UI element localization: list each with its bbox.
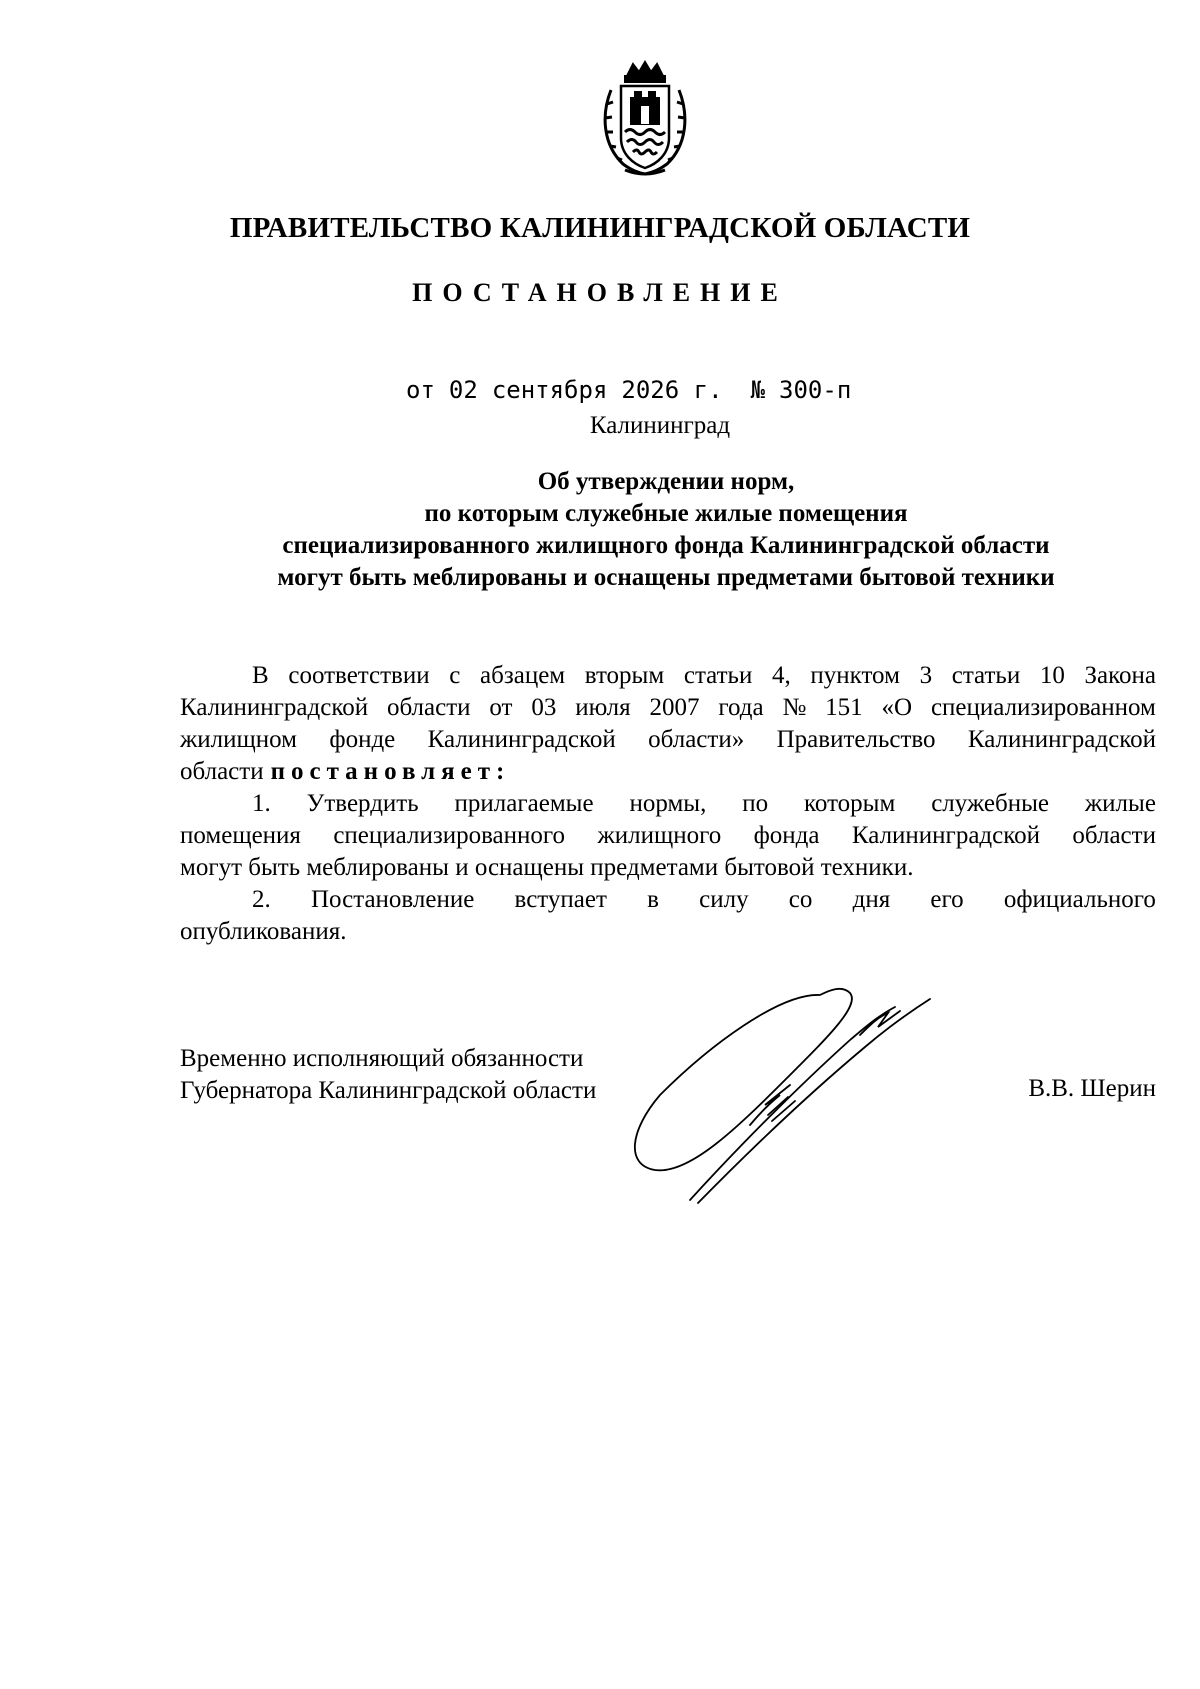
word: специализированном	[930, 694, 1156, 721]
title-line: могут быть меблированы и оснащены предметами бытовой техники	[277, 564, 1055, 591]
word: дня	[852, 886, 891, 913]
word: нормы,	[629, 790, 707, 817]
word: статьи	[683, 662, 753, 689]
word: июля	[575, 694, 631, 721]
word: служебные	[931, 790, 1049, 817]
city: Калининград	[589, 412, 731, 439]
preamble-line	[180, 692, 1156, 724]
preamble-prefix: области	[180, 758, 264, 785]
word: года	[718, 694, 764, 721]
word: Калининградской	[180, 694, 369, 721]
document-body	[180, 660, 1156, 948]
word: официального	[1003, 886, 1156, 913]
title-line: специализированного жилищного фонда Калининградской области	[282, 532, 1050, 559]
signer-position-line: Временно исполняющий обязанности	[180, 1045, 584, 1072]
word: 151	[825, 694, 863, 721]
word: 2.	[252, 886, 271, 913]
word: соответствии	[288, 662, 430, 689]
word: №	[782, 694, 807, 721]
word: по	[742, 790, 769, 817]
document-title	[210, 466, 1122, 594]
item-1-line	[180, 820, 1156, 852]
word: Закона	[1084, 662, 1156, 689]
word: помещения	[180, 822, 301, 849]
coat-of-arms-icon	[597, 60, 693, 178]
word: В	[252, 662, 269, 689]
date-month: сентября	[491, 376, 608, 404]
date-prefix: от	[406, 376, 435, 404]
word: области	[386, 694, 471, 721]
handwritten-signature	[630, 985, 980, 1215]
word: 2007	[649, 694, 700, 721]
word: фонда	[753, 822, 820, 849]
word: 4,	[771, 662, 791, 689]
word: вторым	[584, 662, 665, 689]
title-line: Об утверждении норм,	[537, 468, 795, 495]
item-2-line	[180, 884, 1156, 916]
word: абзацем	[480, 662, 566, 689]
word: которым	[804, 790, 896, 817]
word: специализированного	[333, 822, 566, 849]
word: со	[788, 886, 813, 913]
item-1-line	[180, 788, 1156, 820]
preamble-line	[180, 756, 1156, 788]
word: фонде	[329, 726, 396, 753]
word: от	[489, 694, 513, 721]
word: Постановление	[310, 886, 475, 913]
signer-position	[180, 1043, 596, 1107]
word: Калининградской	[967, 726, 1156, 753]
title-line: по которым служебные жилые помещения	[424, 500, 908, 527]
document-type-heading: ПОСТАНОВЛЕНИЕ	[412, 278, 788, 307]
preamble-line	[180, 724, 1156, 756]
word: жилищном	[180, 726, 297, 753]
word: его	[930, 886, 964, 913]
word: жилищного	[597, 822, 722, 849]
date-year: 2026 г.	[621, 376, 723, 404]
item-1-line	[180, 852, 1156, 884]
date-day: 02	[448, 376, 478, 404]
word: 1.	[252, 790, 271, 817]
item-2-line	[180, 916, 1156, 948]
word: области	[1072, 822, 1156, 849]
signer-position-line: Губернатора Калининградской области	[180, 1077, 597, 1104]
word: Калининградской	[851, 822, 1040, 849]
word: 10	[1039, 662, 1065, 689]
word: в	[647, 886, 659, 913]
word: с	[449, 662, 461, 689]
number-sign: №	[750, 376, 766, 404]
preamble-line	[180, 660, 1156, 692]
word: прилагаемые	[454, 790, 594, 817]
word: силу	[699, 886, 749, 913]
organization-heading: ПРАВИТЕЛЬСТВО КАЛИНИНГРАДСКОЙ ОБЛАСТИ	[229, 212, 971, 244]
word: вступает	[514, 886, 607, 913]
item-1-text: могут быть меблированы и оснащены предметами бытовой техники.	[180, 854, 914, 881]
date-number-line	[406, 376, 851, 404]
item-2-text: опубликования.	[180, 918, 347, 945]
word: Калининградской	[427, 726, 616, 753]
document-number: 300-п	[779, 376, 852, 404]
word: пунктом	[810, 662, 900, 689]
word: жилые	[1084, 790, 1156, 817]
word: «О	[881, 694, 913, 721]
word: области»	[648, 726, 745, 753]
word: статьи	[951, 662, 1021, 689]
resolves-word: постановляет:	[270, 758, 511, 785]
word: 03	[531, 694, 557, 721]
word: 3	[919, 662, 933, 689]
word: Правительство	[776, 726, 936, 753]
word: Утвердить	[306, 790, 419, 817]
signer-name: В.В. Шерин	[1028, 1075, 1156, 1102]
